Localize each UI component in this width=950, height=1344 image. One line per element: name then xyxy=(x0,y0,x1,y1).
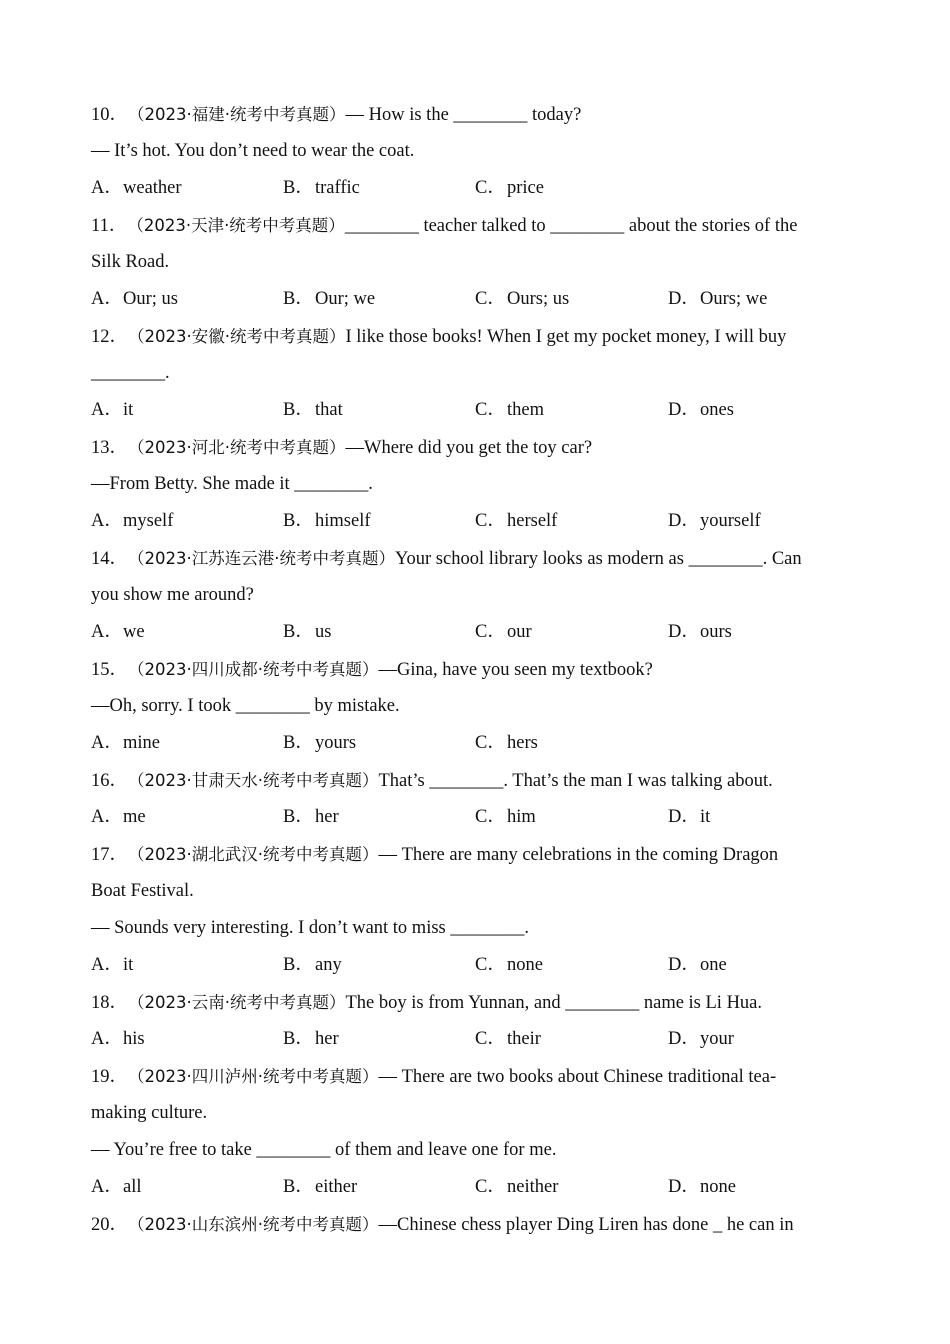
option-text: his xyxy=(123,1029,145,1049)
answer-option[interactable] xyxy=(475,392,544,429)
option-text: himself xyxy=(315,511,371,531)
answer-option[interactable] xyxy=(668,614,732,651)
question-text: —Gina, have you seen my textbook? xyxy=(378,660,653,680)
question-source: （2023·山东滨州·统考中考真题） xyxy=(128,1215,379,1234)
answer-option[interactable] xyxy=(91,392,133,429)
option-letter: B． xyxy=(283,1029,314,1049)
option-letter: A． xyxy=(91,622,123,642)
question-text: ________. xyxy=(91,363,170,383)
question-stem-line xyxy=(91,651,861,688)
answer-option[interactable] xyxy=(668,1021,734,1058)
answer-option[interactable] xyxy=(91,503,173,540)
option-letter: D． xyxy=(668,622,700,642)
option-text: it xyxy=(123,955,134,975)
question-text: — There are two books about Chinese traditional tea- xyxy=(378,1067,777,1087)
option-letter: D． xyxy=(668,955,700,975)
question-number: 19． xyxy=(91,1067,129,1087)
question-text: — Sounds very interesting. I don’t want to miss ________. xyxy=(91,918,529,938)
question-number: 15． xyxy=(91,660,129,680)
option-text: yours xyxy=(315,733,357,753)
answer-option[interactable] xyxy=(668,1169,736,1206)
option-text: traffic xyxy=(315,178,360,198)
question-continuation-line xyxy=(91,355,861,392)
question-source: （2023·四川成都·统考中考真题） xyxy=(128,660,379,679)
answer-option[interactable] xyxy=(475,799,536,836)
question-source: （2023·天津·统考中考真题） xyxy=(127,216,345,235)
option-text: our xyxy=(507,622,532,642)
answer-option[interactable] xyxy=(91,1169,142,1206)
option-text: Ours; us xyxy=(507,289,570,309)
question-source: （2023·河北·统考中考真题） xyxy=(128,438,346,457)
question-number: 11． xyxy=(91,216,128,236)
option-letter: D． xyxy=(668,511,700,531)
option-text: any xyxy=(315,955,342,975)
question-text: Boat Festival. xyxy=(91,881,194,901)
option-letter: C． xyxy=(475,289,506,309)
option-letter: C． xyxy=(475,622,506,642)
answer-option[interactable] xyxy=(91,725,160,762)
option-text: me xyxy=(123,807,146,827)
answer-option[interactable] xyxy=(668,799,710,836)
question-continuation-line xyxy=(91,688,861,725)
answer-option[interactable] xyxy=(668,281,767,318)
question-text: making culture. xyxy=(91,1103,208,1123)
question-stem-line xyxy=(91,762,861,799)
answer-option[interactable] xyxy=(283,614,331,651)
question-text: ________ teacher talked to ________ about the stories of the xyxy=(344,216,798,236)
options-row xyxy=(91,614,861,651)
question-continuation-line xyxy=(91,910,861,947)
option-text: him xyxy=(507,807,536,827)
answer-option[interactable] xyxy=(283,392,343,429)
option-letter: C． xyxy=(475,955,506,975)
option-text: it xyxy=(700,807,711,827)
option-letter: B． xyxy=(283,807,314,827)
option-letter: A． xyxy=(91,289,123,309)
option-letter: D． xyxy=(668,400,700,420)
options-row xyxy=(91,947,861,984)
answer-option[interactable] xyxy=(475,281,569,318)
answer-option[interactable] xyxy=(91,947,133,984)
question-stem-line xyxy=(91,1058,861,1095)
question-source: （2023·云南·统考中考真题） xyxy=(128,993,346,1012)
question-continuation-line xyxy=(91,873,861,910)
question-source: （2023·甘肃天水·统考中考真题） xyxy=(128,771,379,790)
question-text: —Oh, sorry. I took ________ by mistake. xyxy=(91,696,400,716)
options-row xyxy=(91,1169,861,1206)
answer-option[interactable] xyxy=(91,1021,145,1058)
answer-option[interactable] xyxy=(475,170,544,207)
option-letter: C． xyxy=(475,1177,506,1197)
options-row xyxy=(91,799,861,836)
option-text: it xyxy=(123,400,134,420)
answer-option[interactable] xyxy=(283,725,356,762)
option-letter: B． xyxy=(283,955,314,975)
option-text: Our; us xyxy=(123,289,178,309)
option-letter: A． xyxy=(91,733,123,753)
question-number: 14． xyxy=(91,549,129,569)
question-stem-line xyxy=(91,1206,861,1243)
answer-option[interactable] xyxy=(475,947,543,984)
option-text: mine xyxy=(123,733,160,753)
answer-option[interactable] xyxy=(91,281,178,318)
question-continuation-line xyxy=(91,133,861,170)
option-letter: B． xyxy=(283,733,314,753)
question-text: The boy is from Yunnan, and ________ name is Li Hua. xyxy=(345,993,763,1013)
option-letter: C． xyxy=(475,178,506,198)
answer-option[interactable] xyxy=(91,170,182,207)
option-letter: B． xyxy=(283,1177,314,1197)
answer-option[interactable] xyxy=(283,281,375,318)
answer-option[interactable] xyxy=(668,947,727,984)
question-number: 13． xyxy=(91,438,129,458)
answer-option[interactable] xyxy=(283,170,360,207)
option-letter: C． xyxy=(475,807,506,827)
option-text: either xyxy=(315,1177,358,1197)
question-number: 18． xyxy=(91,993,129,1013)
option-letter: C． xyxy=(475,400,506,420)
question-number: 16． xyxy=(91,771,129,791)
option-letter: A． xyxy=(91,511,123,531)
answer-option[interactable] xyxy=(283,503,371,540)
question-text: That’s ________. That’s the man I was talking about. xyxy=(378,771,773,791)
option-text: one xyxy=(700,955,727,975)
answer-option[interactable] xyxy=(475,725,538,762)
option-text: we xyxy=(123,622,145,642)
options-row xyxy=(91,281,861,318)
options-row xyxy=(91,725,861,762)
question-text: — There are many celebrations in the coming Dragon xyxy=(378,845,779,865)
question-number: 20． xyxy=(91,1215,129,1235)
option-letter: B． xyxy=(283,178,314,198)
option-text: yourself xyxy=(700,511,761,531)
option-letter: D． xyxy=(668,1177,700,1197)
question-number: 17． xyxy=(91,845,129,865)
question-source: （2023·四川泸州·统考中考真题） xyxy=(128,1067,379,1086)
option-text: neither xyxy=(507,1177,559,1197)
question-stem-line xyxy=(91,207,861,244)
question-text: —Where did you get the toy car? xyxy=(345,438,593,458)
answer-option[interactable] xyxy=(283,1169,357,1206)
question-stem-line xyxy=(91,836,861,873)
answer-option[interactable] xyxy=(283,799,339,836)
option-letter: D． xyxy=(668,289,700,309)
option-text: us xyxy=(315,622,332,642)
option-text: price xyxy=(507,178,544,198)
option-text: ours xyxy=(700,622,732,642)
question-stem-line xyxy=(91,318,861,355)
option-text: none xyxy=(507,955,543,975)
answer-option[interactable] xyxy=(91,799,146,836)
option-letter: C． xyxy=(475,511,506,531)
option-letter: A． xyxy=(91,1177,123,1197)
question-text: — You’re free to take ________ of them and leave one for me. xyxy=(91,1140,557,1160)
question-continuation-line xyxy=(91,1132,861,1169)
option-letter: B． xyxy=(283,622,314,642)
option-text: that xyxy=(315,400,343,420)
question-continuation-line xyxy=(91,244,861,281)
option-letter: C． xyxy=(475,733,506,753)
options-row xyxy=(91,503,861,540)
question-stem-line xyxy=(91,540,861,577)
question-source: （2023·江苏连云港·统考中考真题） xyxy=(128,549,395,568)
option-letter: A． xyxy=(91,807,123,827)
option-text: none xyxy=(700,1177,736,1197)
option-letter: A． xyxy=(91,1029,123,1049)
question-text: Silk Road. xyxy=(91,252,170,272)
option-letter: A． xyxy=(91,955,123,975)
question-continuation-line xyxy=(91,466,861,503)
question-text: I like those books! When I get my pocket money, I will buy xyxy=(345,327,787,347)
answer-option[interactable] xyxy=(283,947,342,984)
question-text: —Chinese chess player Ding Liren has done _ he can in xyxy=(378,1215,794,1235)
option-text: Our; we xyxy=(315,289,376,309)
option-text: all xyxy=(123,1177,142,1197)
option-text: them xyxy=(507,400,544,420)
answer-option[interactable] xyxy=(475,503,557,540)
question-source: （2023·福建·统考中考真题） xyxy=(128,105,346,124)
answer-option[interactable] xyxy=(475,1021,541,1058)
option-text: herself xyxy=(507,511,558,531)
question-stem-line xyxy=(91,429,861,466)
answer-option[interactable] xyxy=(668,392,734,429)
answer-option[interactable] xyxy=(91,614,145,651)
question-number: 12． xyxy=(91,327,129,347)
question-source: （2023·湖北武汉·统考中考真题） xyxy=(128,845,379,864)
answer-option[interactable] xyxy=(283,1021,339,1058)
question-text: Your school library looks as modern as ________. Can xyxy=(395,549,802,569)
question-text: — How is the ________ today? xyxy=(345,105,582,125)
answer-option[interactable] xyxy=(475,614,532,651)
option-letter: D． xyxy=(668,807,700,827)
answer-option[interactable] xyxy=(668,503,761,540)
question-text: —From Betty. She made it ________. xyxy=(91,474,373,494)
options-row xyxy=(91,170,861,207)
question-stem-line xyxy=(91,96,861,133)
question-source: （2023·安徽·统考中考真题） xyxy=(128,327,346,346)
option-text: her xyxy=(315,807,339,827)
option-letter: B． xyxy=(283,400,314,420)
option-text: weather xyxy=(123,178,182,198)
options-row xyxy=(91,392,861,429)
question-text: — It’s hot. You don’t need to wear the coat. xyxy=(91,141,415,161)
option-letter: A． xyxy=(91,400,123,420)
option-letter: D． xyxy=(668,1029,700,1049)
option-text: hers xyxy=(507,733,538,753)
question-text: you show me around? xyxy=(91,585,254,605)
option-letter: B． xyxy=(283,511,314,531)
question-continuation-line xyxy=(91,1095,861,1132)
option-letter: B． xyxy=(283,289,314,309)
option-text: Ours; we xyxy=(700,289,768,309)
options-row xyxy=(91,1021,861,1058)
option-text: your xyxy=(700,1029,734,1049)
option-text: their xyxy=(507,1029,541,1049)
option-text: her xyxy=(315,1029,339,1049)
exam-page xyxy=(91,96,861,1243)
question-number: 10． xyxy=(91,105,129,125)
answer-option[interactable] xyxy=(475,1169,558,1206)
question-stem-line xyxy=(91,984,861,1021)
option-text: ones xyxy=(700,400,734,420)
option-letter: C． xyxy=(475,1029,506,1049)
question-continuation-line xyxy=(91,577,861,614)
option-text: myself xyxy=(123,511,174,531)
option-letter: A． xyxy=(91,178,123,198)
